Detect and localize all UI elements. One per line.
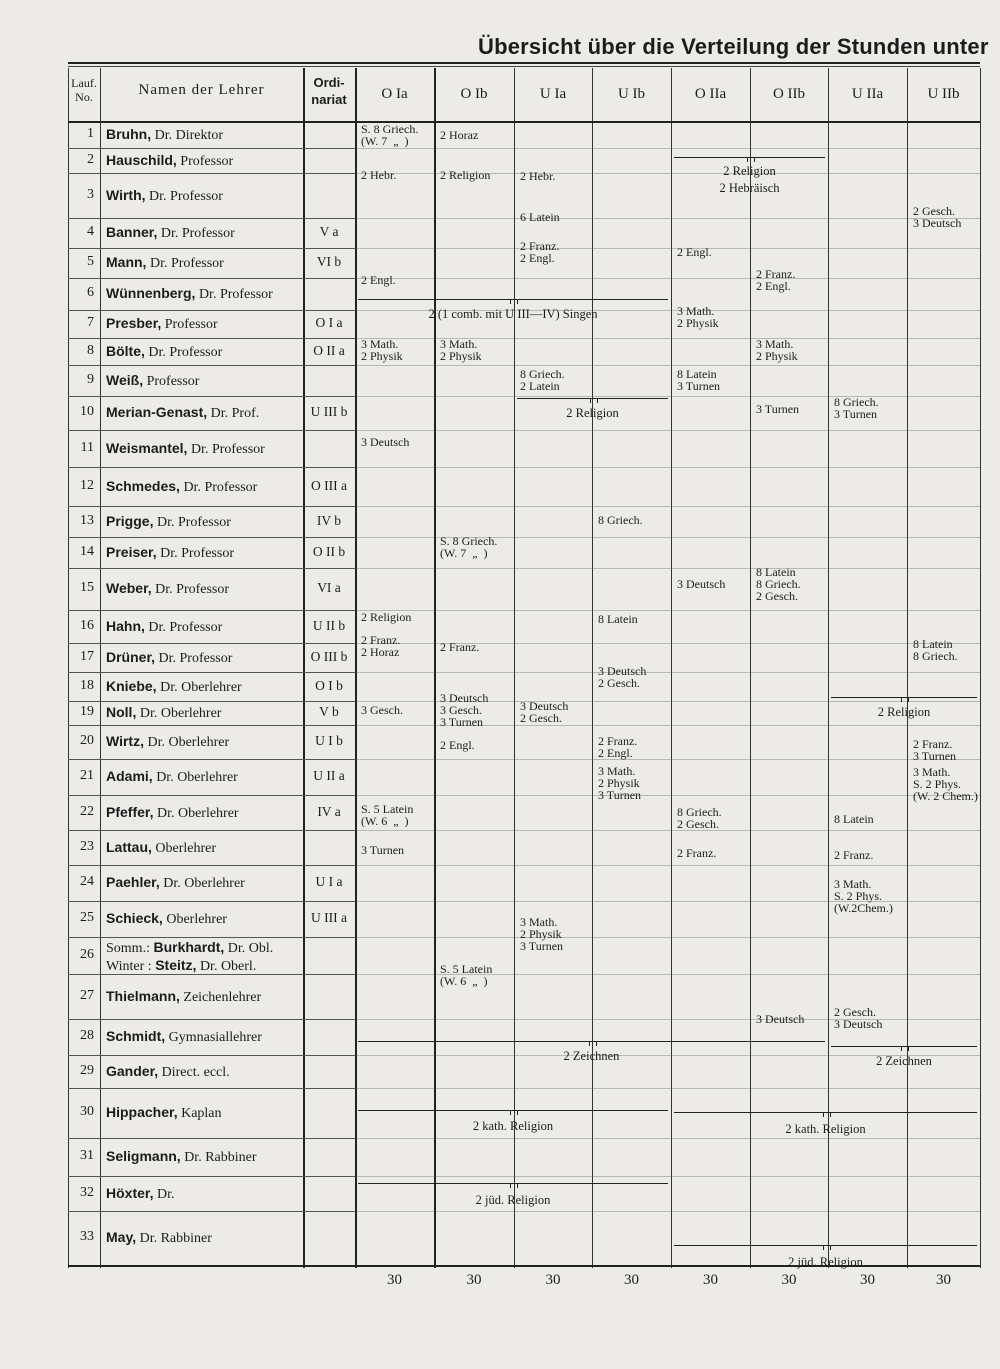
ordinariat-value: U I b [315, 733, 343, 748]
teacher-name: Somm.: Burkhardt, Dr. Obl. Winter : Steitz, Dr. Oberl. [106, 938, 274, 974]
ordinariat-value: IV a [317, 803, 341, 819]
row-number: 4 [87, 224, 94, 239]
ordinariat-value: VI b [316, 254, 342, 269]
row-rule [68, 365, 355, 366]
brace-tip [510, 1184, 518, 1188]
brace-tip [510, 1111, 518, 1115]
page-title: Übersicht über die Verteilung der Stunden unter [478, 34, 989, 59]
row-number: 3 [87, 186, 94, 202]
row-number: 21 [80, 768, 94, 783]
ordinariat-value: O III a [311, 477, 347, 493]
brace-label-r2-hebr: 2 Hebräisch [719, 181, 780, 195]
cell-r15-uib: 8 Latein [598, 612, 638, 626]
row-number: 7 [87, 315, 94, 330]
teacher-name: Hauschild, Professor [106, 151, 234, 169]
cell-r2-oib: 2 Religion [440, 168, 491, 182]
cell-r5-oiib: 2 Franz. 2 Engl. [756, 267, 796, 293]
cell-r8-uia: 8 Griech. 2 Latein [520, 367, 565, 393]
row-rule [68, 396, 355, 397]
row-rule-faint [355, 365, 980, 366]
column-rule [980, 68, 981, 1268]
brace-label-r29-kath2: 2 kath. Religion [785, 1122, 866, 1136]
row-rule [68, 1211, 355, 1212]
cell-r2-uia: 2 Hebr. [520, 169, 556, 183]
row-rule [68, 865, 355, 866]
cell-r18-uia: 3 Deutsch 2 Gesch. [520, 699, 569, 725]
cell-r26-uiia: 2 Gesch. 3 Deutsch [834, 1005, 883, 1031]
total-hours: 30 [781, 1272, 797, 1288]
row-rule [68, 610, 355, 611]
brace-label-r27-zeichnen1: 2 Zeichnen [563, 1049, 620, 1063]
teacher-name: Prigge, Dr. Professor [106, 512, 231, 530]
row-number: 32 [80, 1184, 94, 1200]
teacher-name: Schmidt, Gymnasiallehrer [106, 1028, 262, 1045]
total-hours: 30 [466, 1272, 482, 1288]
cell-r16-oia: 2 Franz. 2 Horaz [361, 633, 401, 659]
cell-r20-uiib: 3 Math. S. 2 Phys. (W. 2 Chem.) [913, 765, 978, 803]
cell-r26-oiib: 3 Deutsch [756, 1012, 805, 1026]
teacher-name: Wirth, Dr. Professor [106, 186, 223, 204]
row-rule [68, 248, 355, 249]
teacher-name: Gander, Direct. eccl. [106, 1062, 230, 1080]
header-class-o-ib: O Ib [460, 86, 488, 102]
teacher-name: Hahn, Dr. Professor [106, 617, 223, 635]
teacher-name: Noll, Dr. Oberlehrer [106, 704, 222, 721]
cell-r24-uia: 3 Math. 2 Physik 3 Turnen [520, 915, 564, 953]
row-number: 20 [80, 733, 94, 748]
row-rule-faint [355, 218, 980, 219]
cell-r7-oia: 3 Math. 2 Physik [361, 337, 403, 363]
teacher-name: Bruhn, Dr. Direktor [106, 125, 224, 143]
row-number: 23 [80, 838, 94, 854]
cell-r6-oiia: 3 Math. 2 Physik [677, 304, 719, 330]
row-rule-faint [355, 248, 980, 249]
row-rule [68, 148, 355, 149]
header-rule-thin [68, 66, 980, 67]
row-rule-faint [355, 937, 980, 938]
teacher-name: Mann, Dr. Professor [106, 254, 224, 271]
cell-r19-oib: 2 Engl. [440, 738, 475, 752]
cell-r14-oiib: 8 Latein 8 Griech. 2 Gesch. [756, 565, 801, 603]
row-rule-faint [355, 467, 980, 468]
ordinariat-value: U II a [313, 768, 345, 783]
row-number: 29 [80, 1062, 94, 1078]
teacher-name: Drüner, Dr. Professor [106, 648, 233, 666]
row-rule-faint [355, 610, 980, 611]
ordinariat-value: U III b [310, 404, 348, 419]
row-number: 31 [80, 1148, 94, 1163]
teacher-name: Schieck, Oberlehrer [106, 910, 227, 927]
row-number: 9 [87, 371, 94, 387]
row-rule [68, 1055, 355, 1056]
row-rule-faint [355, 148, 980, 149]
brace-tip [589, 1042, 597, 1046]
brace-label-r9-uia-uib: 2 Religion [566, 406, 619, 420]
row-number: 18 [80, 677, 94, 693]
row-rule [68, 795, 355, 796]
total-hours: 30 [860, 1272, 875, 1288]
brace-label-r18-uiia-uiib: 2 Religion [877, 705, 931, 719]
row-number: 13 [80, 512, 94, 528]
row-rule-faint [355, 396, 980, 397]
row-number: 6 [87, 285, 94, 300]
header-class-o-iib: O IIb [772, 86, 806, 102]
row-rule [68, 537, 355, 538]
row-number: 24 [80, 874, 94, 889]
row-rule-faint [355, 759, 980, 760]
brace-label-r6-singen: 2 (1 comb. mit U III—IV) Singen [428, 307, 598, 321]
row-rule [68, 173, 355, 174]
row-rule [68, 218, 355, 219]
teacher-name: Wirtz, Dr. Oberlehrer [106, 733, 230, 750]
teacher-name: Preiser, Dr. Professor [106, 543, 234, 561]
header-class-o-ia: O Ia [381, 86, 408, 102]
cell-r19-uiib: 2 Franz. 3 Turnen [913, 737, 957, 763]
row-rule-faint [355, 830, 980, 831]
row-number: 11 [80, 439, 94, 455]
row-number: 5 [87, 254, 94, 269]
cell-r8-oiia: 8 Latein 3 Turnen [677, 367, 721, 393]
total-hours: 30 [387, 1272, 402, 1288]
ordinariat-value: V a [319, 224, 339, 239]
cell-r23-uiia: 3 Math. S. 2 Phys. (W.2Chem.) [834, 877, 893, 915]
brace-tip [901, 1047, 909, 1051]
cell-r16-uiib: 8 Latein 8 Griech. [913, 637, 958, 663]
row-rule [68, 568, 355, 569]
ordinariat-value: O II b [312, 543, 346, 559]
cell-r7-oiib: 3 Math. 2 Physik [756, 337, 798, 363]
cell-r19-uib: 2 Franz. 2 Engl. [598, 734, 638, 760]
header-class-u-iib: U IIb [927, 86, 960, 102]
brace-label-r29-kath1: 2 kath. Religion [472, 1119, 554, 1133]
brace-label-r33-jued2: 2 jüd. Religion [788, 1255, 863, 1269]
row-rule [68, 310, 355, 311]
teacher-name: Hippacher, Kaplan [106, 1104, 222, 1121]
teacher-name: Paehler, Dr. Oberlehrer [106, 874, 245, 891]
row-rule-faint [355, 568, 980, 569]
row-number: 28 [80, 1028, 94, 1043]
teacher-name: Merian-Genast, Dr. Prof. [106, 404, 260, 421]
brace-tip [901, 698, 909, 702]
cell-r7-oib: 3 Math. 2 Physik [440, 337, 482, 363]
teacher-name: Weismantel, Dr. Professor [106, 439, 265, 457]
cell-r14-oiia: 3 Deutsch [677, 577, 726, 591]
row-rule [68, 643, 355, 644]
cell-r16-oib: 2 Franz. [440, 640, 480, 654]
cell-r21-oia: S. 5 Latein (W. 6 „ ) [361, 802, 414, 828]
row-rule [68, 1019, 355, 1020]
teacher-name: Presber, Professor [106, 315, 218, 332]
cell-r22-uiia: 2 Franz. [834, 848, 874, 862]
teacher-name: Höxter, Dr. [106, 1184, 175, 1202]
cell-r21-oiia: 8 Griech. 2 Gesch. [677, 805, 722, 831]
cell-r18-oib: 3 Deutsch 3 Gesch. 3 Turnen [440, 691, 489, 729]
cell-r22-oiia: 2 Franz. [677, 846, 717, 860]
ordinariat-value: O I a [315, 315, 343, 330]
row-rule-faint [355, 865, 980, 866]
header-lauf-no: Lauf. No. [71, 76, 97, 104]
cell-r18-oia: 3 Gesch. [361, 703, 403, 717]
cell-r21-uiia: 8 Latein [834, 812, 874, 826]
cell-r15-oia: 2 Religion [361, 610, 412, 624]
row-number: 12 [80, 477, 94, 493]
header-class-u-ib: U Ib [617, 86, 646, 102]
row-rule-faint [355, 506, 980, 507]
row-rule-faint [355, 1088, 980, 1089]
row-rule-faint [355, 1211, 980, 1212]
teacher-name: Weber, Dr. Professor [106, 580, 230, 597]
teacher-name: May, Dr. Rabbiner [106, 1229, 212, 1246]
cell-r10-oia: 3 Deutsch [361, 435, 410, 449]
ordinariat-value: U II b [312, 617, 346, 633]
ordinariat-value: VI a [317, 580, 341, 595]
brace-tip [823, 1246, 831, 1250]
brace-tip [510, 300, 518, 304]
cell-r9-oiib: 3 Turnen [756, 402, 800, 416]
header-namen-der-lehrer: Namen der Lehrer [138, 82, 265, 98]
ordinariat-value: IV b [316, 512, 342, 528]
row-rule-faint [355, 1019, 980, 1020]
header-rule [68, 62, 980, 64]
total-hours: 30 [936, 1272, 951, 1288]
teacher-name: Kniebe, Dr. Oberlehrer [106, 677, 242, 695]
row-rule-faint [355, 278, 980, 279]
teacher-name: Adami, Dr. Oberlehrer [106, 768, 238, 785]
row-number: 2 [87, 151, 94, 167]
row-number: 14 [80, 543, 94, 559]
row-number: 26 [80, 946, 94, 962]
row-number: 10 [80, 404, 94, 419]
row-rule [68, 701, 355, 702]
cell-r1-oia: S. 8 Griech. (W. 7 „ ) [361, 122, 419, 148]
row-rule [68, 830, 355, 831]
cell-r9-uiia: 8 Griech. 3 Turnen [834, 395, 879, 421]
row-rule [68, 759, 355, 760]
brace-tip [823, 1113, 831, 1117]
row-rule-faint [355, 430, 980, 431]
row-rule [68, 1088, 355, 1089]
brace-label-r31-jued1: 2 jüd. Religion [475, 1193, 551, 1207]
cell-r22-oia: 3 Turnen [361, 843, 405, 857]
row-rule [68, 901, 355, 902]
teacher-name: Schmedes, Dr. Professor [106, 477, 258, 495]
cell-r13-oib: S. 8 Griech. (W. 7 „ ) [440, 534, 498, 560]
row-rule-faint [355, 795, 980, 796]
brace-tip [590, 399, 598, 403]
cell-r20-uib: 3 Math. 2 Physik 3 Turnen [598, 764, 642, 802]
ordinariat-value: U I a [315, 874, 343, 889]
cell-r4-oiia: 2 Engl. [677, 245, 712, 259]
row-rule [68, 338, 355, 339]
total-hours: 30 [703, 1272, 718, 1288]
row-number: 25 [80, 910, 94, 925]
teacher-name: Pfeffer, Dr. Oberlehrer [106, 803, 239, 821]
row-number: 1 [87, 125, 94, 141]
ordinariat-value: O II a [313, 342, 345, 358]
teacher-name: Weiß, Professor [106, 371, 200, 389]
teacher-name: Banner, Dr. Professor [106, 224, 235, 241]
row-rule [68, 1176, 355, 1177]
row-number: 15 [80, 580, 94, 595]
teacher-name: Lattau, Oberlehrer [106, 838, 217, 856]
row-rule [68, 467, 355, 468]
teacher-name: Bölte, Dr. Professor [106, 342, 223, 360]
teacher-hours-table [68, 68, 980, 1291]
row-rule [68, 725, 355, 726]
row-number: 30 [80, 1104, 94, 1119]
teacher-name: Wünnenberg, Dr. Professor [106, 285, 273, 302]
cell-r12-uib: 8 Griech. [598, 513, 643, 527]
ordinariat-value: O III b [310, 648, 348, 664]
cell-r2-oia: 2 Hebr. [361, 168, 397, 182]
header-ordinariat: Ordi- nariat [311, 75, 347, 107]
row-number: 19 [80, 704, 94, 719]
header-class-u-iia: U IIa [851, 86, 884, 102]
row-number: 27 [80, 987, 94, 1003]
row-rule-faint [355, 672, 980, 673]
row-number: 8 [87, 342, 94, 358]
header-class-u-ia: U Ia [539, 86, 567, 102]
header-bottom-rule [68, 121, 980, 123]
cell-r3-uia: 6 Latein [520, 210, 560, 224]
row-number: 17 [80, 648, 94, 664]
row-number: 33 [80, 1229, 94, 1244]
total-hours: 30 [624, 1272, 639, 1288]
row-rule [68, 278, 355, 279]
ordinariat-value: U III a [311, 910, 347, 925]
cell-r17-uib: 3 Deutsch 2 Gesch. [598, 664, 647, 690]
row-rule [68, 1138, 355, 1139]
teacher-name: Thielmann, Zeichenlehrer [106, 987, 262, 1005]
cell-r5-oia: 2 Engl. [361, 273, 396, 287]
row-number: 16 [80, 617, 94, 633]
cell-r1-oib: 2 Horaz [440, 128, 479, 142]
cell-r3-uiib: 2 Gesch. 3 Deutsch [913, 204, 962, 230]
row-rule-faint [355, 1176, 980, 1177]
total-hours: 30 [545, 1272, 561, 1288]
row-rule-faint [355, 1138, 980, 1139]
brace-label-r2-oiia-oiib: 2 Religion [723, 164, 776, 178]
row-rule [68, 672, 355, 673]
header-class-o-iia: O IIa [694, 86, 727, 102]
row-rule [68, 506, 355, 507]
row-number: 22 [80, 803, 94, 819]
teacher-name: Seligmann, Dr. Rabbiner [106, 1148, 257, 1165]
ordinariat-value: O I b [315, 677, 343, 693]
brace-label-r27-zeichnen2: 2 Zeichnen [876, 1054, 932, 1068]
ordinariat-value: V b [319, 704, 339, 719]
brace-tip [747, 158, 755, 162]
cell-r25-oib: S. 5 Latein (W. 6 „ ) [440, 962, 493, 988]
cell-r4-uia: 2 Franz. 2 Engl. [520, 239, 560, 265]
row-rule [68, 430, 355, 431]
